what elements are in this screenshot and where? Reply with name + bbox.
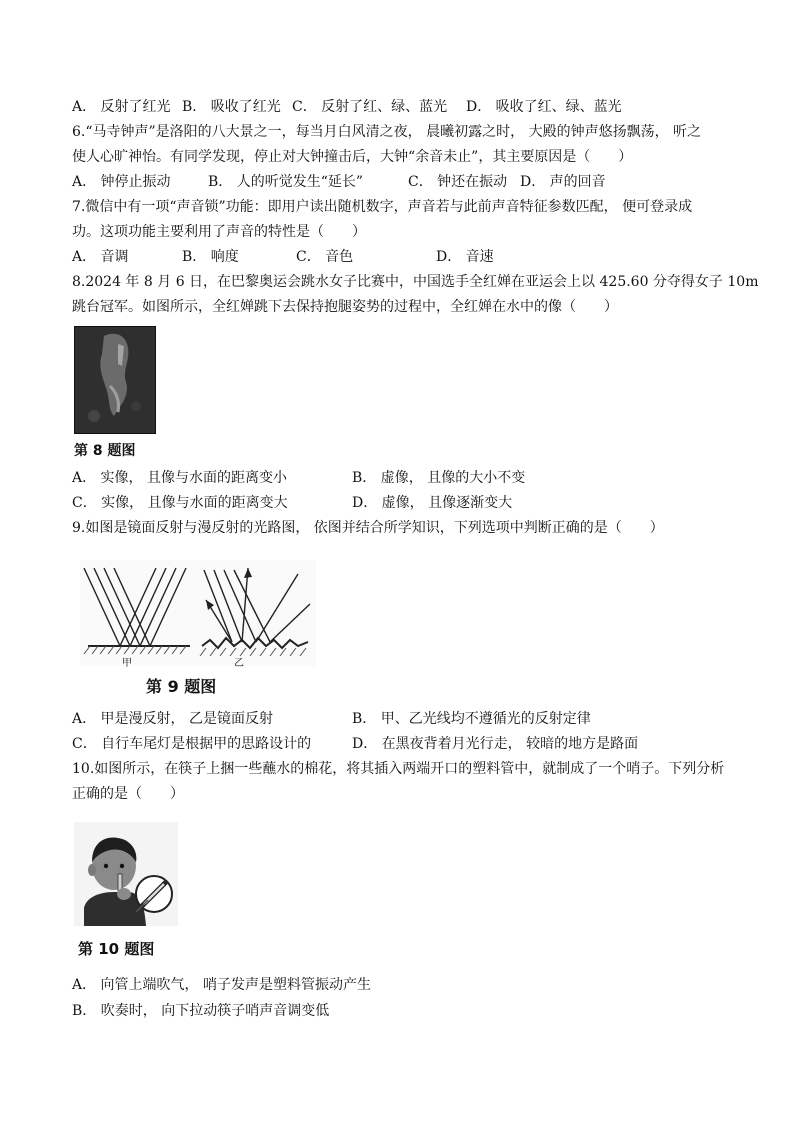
diver-photo	[74, 326, 156, 434]
q6-option-d: D． 声的回音	[520, 174, 606, 190]
q8-option-c: C． 实像， 且像与水面的距离变大	[72, 495, 288, 511]
q7-option-d: D． 音速	[436, 249, 494, 265]
q9-option-c: C． 自行车尾灯是根据甲的思路设计的	[72, 736, 312, 752]
q8-caption: 第 8 题图	[74, 443, 136, 459]
q9-option-d: D． 在黑夜背着月光行走， 较暗的地方是路面	[352, 736, 639, 752]
q5-option-c: C． 反射了红、绿、蓝光	[292, 99, 448, 115]
q5-option-b: B． 吸收了红光	[182, 99, 281, 115]
q6-option-c: C． 钟还在振动	[408, 174, 508, 190]
reflection-diagram	[80, 560, 316, 666]
q9-label-left: 甲	[122, 658, 132, 669]
q8-option-a: A． 实像， 且像与水面的距离变小	[72, 470, 288, 486]
q9-option-a: A． 甲是漫反射， 乙是镜面反射	[72, 711, 274, 727]
whistle-boy-picture	[74, 822, 178, 926]
q10-caption: 第 10 题图	[78, 940, 155, 958]
q7-option-b: B． 响度	[182, 249, 239, 265]
q6-stem-line1: 6.“马寺钟声”是洛阳的八大景之一，每当月白风清之夜， 晨曦初露之时， 大殿的钟声悠扬飘荡， 听之	[72, 124, 702, 140]
q7-stem-line2: 功。这项功能主要利用了声音的特性是（ ）	[72, 224, 366, 240]
q7-stem-line1: 7.微信中有一项“声音锁”功能：即用户读出随机数字，声音若与此前声音特征参数匹配， 便可登录成	[72, 199, 693, 215]
q9-option-b: B． 甲、乙光线均不遵循光的反射定律	[352, 711, 591, 727]
q9-caption: 第 9 题图	[146, 677, 217, 696]
q8-stem-line1: 8.2024 年 8 月 6 日，在巴黎奥运会跳水女子比赛中，中国选手全红婵在亚运会上以 425.60 分夺得女子 10m	[72, 274, 759, 290]
q6-option-a: A． 钟停止振动	[72, 174, 171, 190]
q9-label-right: 乙	[234, 658, 244, 669]
q8-stem-line2: 跳台冠军。如图所示，全红婵跳下去保持抱腿姿势的过程中，全红婵在水中的像（ ）	[72, 299, 618, 315]
q5-option-a: A． 反射了红光	[72, 99, 171, 115]
q9-stem-line1: 9.如图是镜面反射与漫反射的光路图， 依图并结合所学知识，下列选项中判断正确的是（ ）	[72, 520, 664, 536]
q10-stem-line2: 正确的是（ ）	[72, 786, 184, 802]
q10-option-a: A． 向管上端吹气， 哨子发声是塑料管振动产生	[72, 977, 372, 993]
q6-option-b: B． 人的听觉发生“延长”	[208, 174, 364, 190]
q5-option-d: D． 吸收了红、绿、蓝光	[466, 99, 622, 115]
q10-option-b: B． 吹奏时， 向下拉动筷子哨声音调变低	[72, 1003, 330, 1019]
q6-stem-line2: 使人心旷神怡。有同学发现，停止对大钟撞击后，大钟“余音未止”，其主要原因是（ ）	[72, 149, 633, 165]
q7-option-a: A． 音调	[72, 249, 129, 265]
q8-option-b: B． 虚像， 且像的大小不变	[352, 470, 526, 486]
q10-stem-line1: 10.如图所示，在筷子上捆一些蘸水的棉花，将其插入两端开口的塑料管中，就制成了一个哨子。下列分析	[72, 761, 725, 777]
q7-option-c: C． 音色	[296, 249, 354, 265]
q8-option-d: D． 虚像， 且像逐渐变大	[352, 495, 513, 511]
